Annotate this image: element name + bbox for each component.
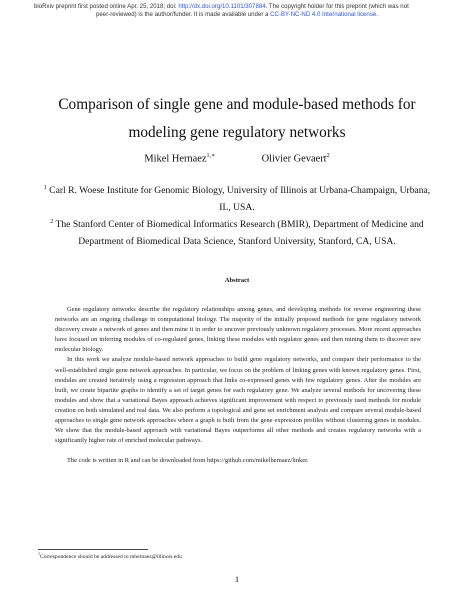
author-name: Mikel Hernaez [144,153,207,165]
header-line2-suffix: . [376,11,378,18]
footnote [38,551,182,560]
paper-title [40,91,434,147]
affiliation-1 [40,180,434,216]
abstract-body [55,305,421,466]
affiliation-text: Carl R. Woese Institute for Genomic Biology, University of Illinois at Urbana-Champaign, Urbana, IL, USA. [49,185,431,214]
footnote-marker: 1 [38,551,40,556]
license-link[interactable]: CC-BY-NC-ND 4.0 International license [270,11,377,18]
header-line-2 [24,11,450,19]
header-line2-prefix: peer-reviewed) is the author/funder. It is made available under a [96,11,271,18]
doi-link[interactable]: http://dx.doi.org/10.1101/307884 [178,3,266,10]
title-line-1: Comparison of single gene and module-based methods for [58,96,416,113]
header-line-1 [24,3,450,11]
abstract-paragraph: Gene regulatory networks describe the regulatory relationships among genes, and developing methods for reverse engineering these networks are an ongoing challenge in computational biology. The majority of the initially proposed methods for gene regulatory network discovery create a network of genes and then mine it in order to uncover previously unknown regulatory processes. More recent approaches have focused on inferring modules of co-regulated genes, linking these modules with regulator genes and then mining them to discover new molecular biology. [55,306,421,354]
author-affiliation-marker: 1,∗ [206,153,216,159]
affiliation-2 [40,214,434,250]
header-line1-suffix: . The copyright holder for this preprint (which was not [265,3,409,10]
affiliation-marker: 1 [43,185,47,191]
author-2 [262,153,330,164]
preprint-header [24,3,450,19]
footnote-text: Correspondence should be addressed to mhernaez@illinois.edu [40,553,182,560]
abstract-heading: Abstract [224,277,250,284]
affiliation-marker: 2 [50,219,54,225]
page-number: 1 [234,574,240,584]
author-list [0,152,474,164]
footnote-divider [38,549,148,550]
affiliation-text: The Stanford Center of Biomedical Informatics Research (BMIR), Department of Medicine and Department of Biomedical Data Science, Stanford University, Stanford, CA, USA. [55,219,424,248]
author-1 [144,152,215,164]
author-affiliation-marker: 2 [326,153,330,159]
title-line-2: modeling gene regulatory networks [128,124,346,141]
author-name: Olivier Gevaert [261,153,327,165]
header-line1-prefix: bioRxiv preprint first posted online Apr. 25, 2018; doi: [34,3,179,10]
abstract-paragraph: The code is written in R and can be downloaded from https://github.com/mikelhernaez/linker. [67,457,309,465]
abstract-paragraph: In this work we analyze module-based network approaches to build gene regulatory networks, and compare their performance to the well-established single gene network approaches. In particular, we focus on the problem of linking genes with known regulatory genes. First, modules are created iteratively using a regression approach that links co-expressed genes with few regulatory genes. After the modules are built, we create bipartite graphs to identify a set of target genes for each regulatory gene. We analyze several methods for uncovering these modules and show that a variational Bayes approach achieves significant improvement with respect to previously used methods for module creation on both simulated and real data. We also perform a topological and gene set enrichment analysis and compare several module-based approaches to single gene network approaches where a graph is built from the gene expression profiles without clustering genes in modules. We show that the module-based approach with variational Bayes outperforms all other methods and creates regulatory networks with a significantly higher rate of enriched molecular pathways. [55,356,421,445]
